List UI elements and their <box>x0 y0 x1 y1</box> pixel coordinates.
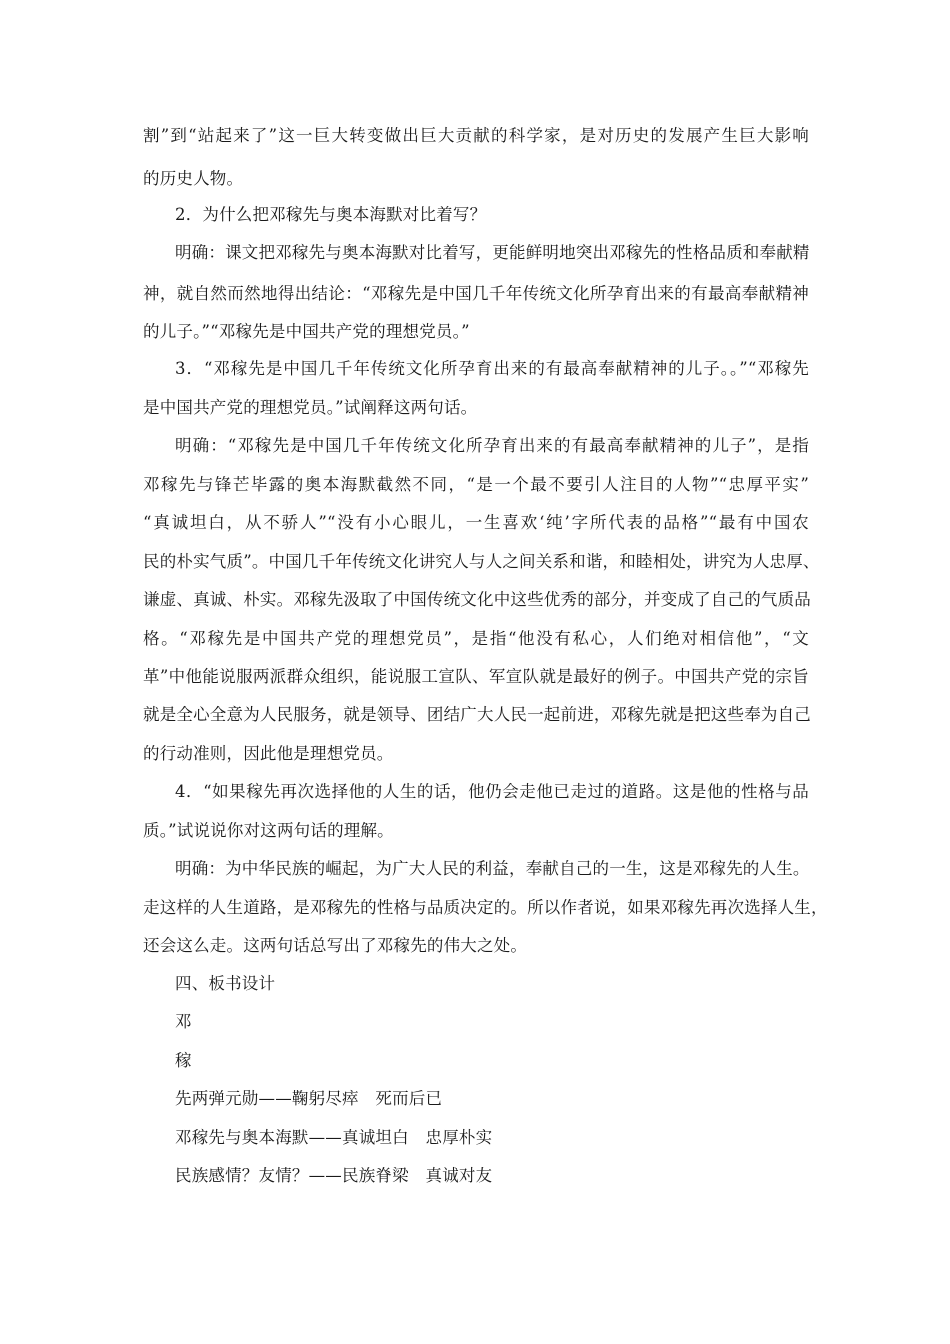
question-heading: 4．“如果稼先再次选择他的人生的话，他仍会走他已走过的道路。这是他的性格与品 <box>175 782 809 801</box>
board-design-line: 稼 <box>175 1051 192 1070</box>
answer-line: 的行动准则，因此他是理想党员。 <box>143 744 394 763</box>
answer-line: 还会这么走。这两句话总写出了邓稼先的伟大之处。 <box>143 936 528 955</box>
answer-line: 格。“邓稼先是中国共产党的理想党员”，是指“他没有私心，人们绝对相信他”，“文 <box>143 629 809 648</box>
answer-line: 谦虚、真诚、朴实。邓稼先汲取了中国传统文化中这些优秀的部分，并变成了自己的气质品 <box>143 590 811 609</box>
answer-line: 邓稼先与锋芒毕露的奥本海默截然不同，“是一个最不要引人注目的人物”“忠厚平实” <box>143 475 809 494</box>
paragraph-line: 的历史人物。 <box>143 169 244 188</box>
paragraph-line: 割”到“站起来了”这一巨大转变做出巨大贡献的科学家，是对历史的发展产生巨大影响 <box>143 126 809 145</box>
board-design-line: 邓 <box>175 1012 192 1031</box>
question-heading: 3．“邓稼先是中国几千年传统文化所孕育出来的有最高奉献精神的儿子。。”“邓稼先 <box>175 359 809 378</box>
answer-line: 明确：为中华民族的崛起，为广大人民的利益，奉献自己的一生，这是邓稼先的人生。 <box>175 859 810 878</box>
answer-line: 民的朴实气质”。中国几千年传统文化讲究人与人之间关系和谐，和睦相处，讲究为人忠厚、 <box>143 552 820 571</box>
answer-line: 明确：课文把邓稼先与奥本海默对比着写，更能鲜明地突出邓稼先的性格品质和奉献精 <box>175 243 810 262</box>
question-heading: 2．为什么把邓稼先与奥本海默对比着写？ <box>175 205 487 224</box>
board-design-line: 邓稼先与奥本海默——真诚坦白 忠厚朴实 <box>175 1128 493 1147</box>
answer-line: “真诚坦白，从不骄人”“没有小心眼儿，一生喜欢‘纯’字所代表的品格”“最有中国农 <box>143 513 809 532</box>
board-design-line: 先两弹元勋——鞠躬尽瘁 死而后已 <box>175 1089 443 1108</box>
section-heading: 四、板书设计 <box>175 974 276 993</box>
question-heading: 是中国共产党的理想党员。”试阐释这两句话。 <box>143 398 478 417</box>
answer-line: 走这样的人生道路，是邓稼先的性格与品质决定的。所以作者说，如果邓稼先再次选择人生， <box>143 898 828 917</box>
question-heading: 质。”试说说你对这两句话的理解。 <box>143 821 394 840</box>
board-design-line: 民族感情？友情？——民族脊梁 真诚对友 <box>175 1166 493 1185</box>
answer-line: 明确：“邓稼先是中国几千年传统文化所孕育出来的有最高奉献精神的儿子”，是指 <box>175 436 809 455</box>
answer-line: 就是全心全意为人民服务，就是领导、团结广大人民一起前进，邓稼先就是把这些奉为自己 <box>143 705 811 724</box>
answer-line: 革”中他能说服两派群众组织，能说服工宣队、军宣队就是最好的例子。中国共产党的宗旨 <box>143 667 809 686</box>
answer-line: 神，就自然而然地得出结论：“邓稼先是中国几千年传统文化所孕育出来的有最高奉献精神 <box>143 284 809 303</box>
answer-line: 的儿子。”“邓稼先是中国共产党的理想党员。” <box>143 322 470 341</box>
